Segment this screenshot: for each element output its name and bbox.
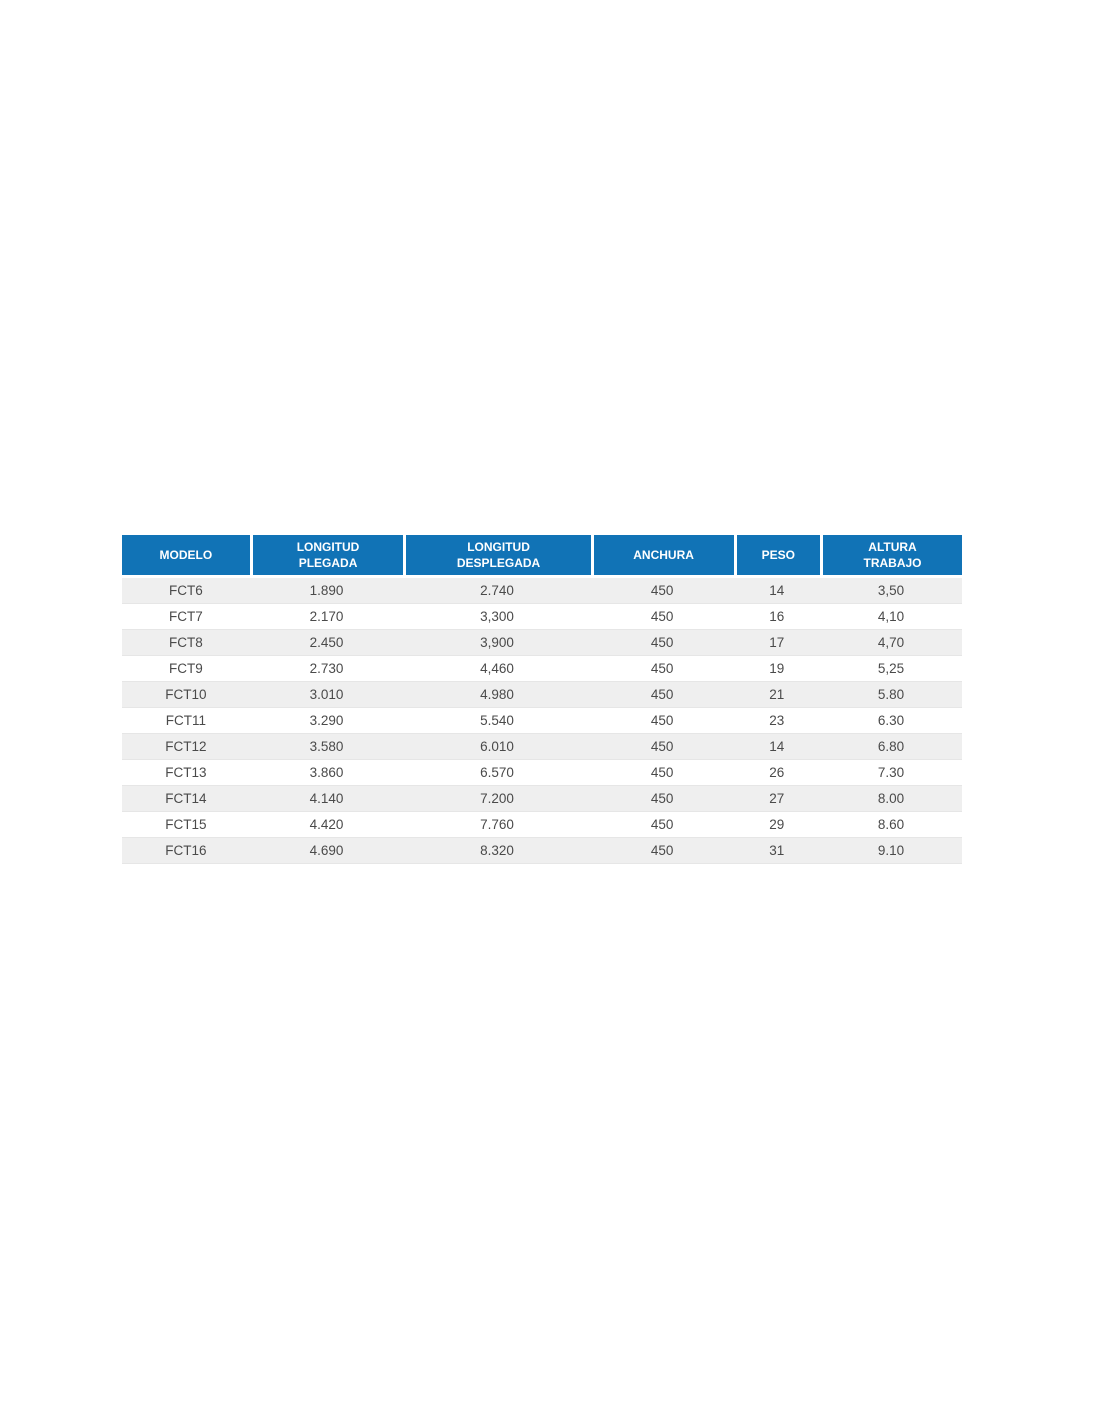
cell-peso: 17 xyxy=(734,630,821,656)
cell-altura-trabajo: 8.00 xyxy=(820,786,962,812)
table-row xyxy=(122,630,962,656)
cell-modelo: FCT8 xyxy=(122,630,250,656)
cell-modelo: FCT7 xyxy=(122,604,250,630)
header-label: MODELO xyxy=(159,547,213,562)
cell-longitud-desplegada: 4.980 xyxy=(403,682,590,708)
cell-modelo: FCT13 xyxy=(122,760,250,786)
cell-modelo: FCT12 xyxy=(122,734,250,760)
table-row xyxy=(122,786,962,812)
cell-altura-trabajo: 5.80 xyxy=(820,682,962,708)
cell-longitud-plegada: 3.010 xyxy=(250,682,404,708)
table-header xyxy=(122,535,962,578)
cell-longitud-plegada: 2.730 xyxy=(250,656,404,682)
cell-longitud-plegada: 3.290 xyxy=(250,708,404,734)
cell-anchura: 450 xyxy=(591,708,734,734)
cell-altura-trabajo: 3,50 xyxy=(820,578,962,604)
table-row xyxy=(122,734,962,760)
cell-modelo: FCT9 xyxy=(122,656,250,682)
cell-peso: 29 xyxy=(734,812,821,838)
cell-longitud-desplegada: 2.740 xyxy=(403,578,590,604)
cell-anchura: 450 xyxy=(591,734,734,760)
cell-longitud-plegada: 4.420 xyxy=(250,812,404,838)
cell-peso: 19 xyxy=(734,656,821,682)
header-label: PESO xyxy=(761,547,795,562)
cell-peso: 14 xyxy=(734,578,821,604)
header-label: ANCHURA xyxy=(633,547,694,562)
cell-peso: 21 xyxy=(734,682,821,708)
cell-anchura: 450 xyxy=(591,682,734,708)
cell-modelo: FCT11 xyxy=(122,708,250,734)
cell-peso: 23 xyxy=(734,708,821,734)
cell-anchura: 450 xyxy=(591,578,734,604)
cell-altura-trabajo: 5,25 xyxy=(820,656,962,682)
cell-modelo: FCT10 xyxy=(122,682,250,708)
cell-peso: 31 xyxy=(734,838,821,864)
cell-longitud-plegada: 2.450 xyxy=(250,630,404,656)
cell-altura-trabajo: 9.10 xyxy=(820,838,962,864)
cell-anchura: 450 xyxy=(591,786,734,812)
cell-altura-trabajo: 4,70 xyxy=(820,630,962,656)
cell-modelo: FCT6 xyxy=(122,578,250,604)
cell-longitud-desplegada: 7.200 xyxy=(403,786,590,812)
spec-table xyxy=(122,535,962,864)
header-row xyxy=(122,535,962,578)
cell-peso: 27 xyxy=(734,786,821,812)
cell-longitud-desplegada: 4,460 xyxy=(403,656,590,682)
column-header-altura-trabajo xyxy=(820,535,962,578)
table-row xyxy=(122,838,962,864)
cell-altura-trabajo: 6.80 xyxy=(820,734,962,760)
table-body xyxy=(122,578,962,864)
header-label: LONGITUD xyxy=(467,539,530,554)
column-header-peso xyxy=(734,535,821,578)
cell-longitud-desplegada: 8.320 xyxy=(403,838,590,864)
column-header-anchura xyxy=(591,535,734,578)
cell-longitud-plegada: 2.170 xyxy=(250,604,404,630)
cell-longitud-desplegada: 6.570 xyxy=(403,760,590,786)
column-header-longitud-desplegada xyxy=(403,535,590,578)
cell-anchura: 450 xyxy=(591,630,734,656)
cell-longitud-plegada: 4.690 xyxy=(250,838,404,864)
cell-longitud-plegada: 1.890 xyxy=(250,578,404,604)
cell-longitud-desplegada: 3,900 xyxy=(403,630,590,656)
cell-longitud-desplegada: 6.010 xyxy=(403,734,590,760)
header-label: ALTURA xyxy=(868,539,917,554)
table-row xyxy=(122,812,962,838)
spec-table-container xyxy=(122,535,962,864)
cell-anchura: 450 xyxy=(591,812,734,838)
header-label: DESPLEGADA xyxy=(456,556,541,570)
table-row xyxy=(122,760,962,786)
cell-peso: 14 xyxy=(734,734,821,760)
cell-altura-trabajo: 8.60 xyxy=(820,812,962,838)
cell-longitud-desplegada: 7.760 xyxy=(403,812,590,838)
table-row xyxy=(122,682,962,708)
header-label: LONGITUD xyxy=(296,539,360,554)
column-header-longitud-plegada xyxy=(250,535,404,578)
cell-modelo: FCT15 xyxy=(122,812,250,838)
cell-peso: 16 xyxy=(734,604,821,630)
cell-anchura: 450 xyxy=(591,760,734,786)
column-header-modelo xyxy=(122,535,250,578)
cell-modelo: FCT14 xyxy=(122,786,250,812)
header-label: PLEGADA xyxy=(298,556,358,570)
cell-anchura: 450 xyxy=(591,604,734,630)
cell-longitud-desplegada: 5.540 xyxy=(403,708,590,734)
cell-longitud-plegada: 4.140 xyxy=(250,786,404,812)
header-label: TRABAJO xyxy=(863,556,922,570)
cell-anchura: 450 xyxy=(591,656,734,682)
cell-anchura: 450 xyxy=(591,838,734,864)
table-row xyxy=(122,708,962,734)
cell-longitud-plegada: 3.580 xyxy=(250,734,404,760)
cell-modelo: FCT16 xyxy=(122,838,250,864)
cell-peso: 26 xyxy=(734,760,821,786)
cell-altura-trabajo: 6.30 xyxy=(820,708,962,734)
table-row xyxy=(122,604,962,630)
cell-altura-trabajo: 7.30 xyxy=(820,760,962,786)
table-row xyxy=(122,656,962,682)
cell-longitud-desplegada: 3,300 xyxy=(403,604,590,630)
cell-altura-trabajo: 4,10 xyxy=(820,604,962,630)
cell-longitud-plegada: 3.860 xyxy=(250,760,404,786)
table-row xyxy=(122,578,962,604)
